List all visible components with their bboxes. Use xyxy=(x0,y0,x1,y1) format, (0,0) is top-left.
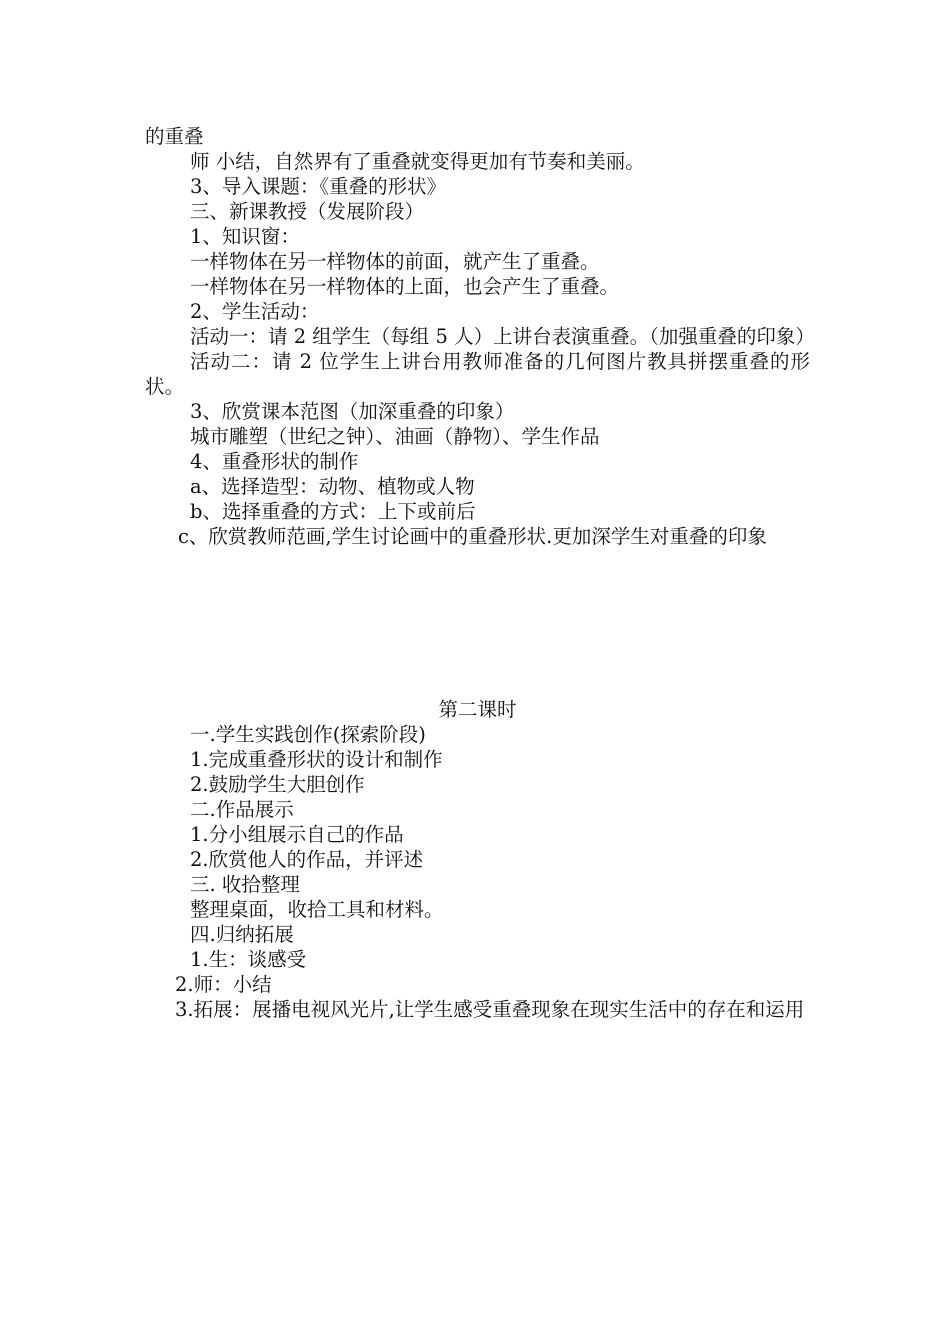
lesson-two-section xyxy=(145,697,810,1022)
text-paragraph: 活动二：请 2 位学生上讲台用教师准备的几何图片教具拼摆重叠的形状。 xyxy=(145,350,810,398)
text-line: 一样物体在另一样物体的前面，就产生了重叠。 xyxy=(190,250,600,273)
text-line: 四.归纳拓展 xyxy=(190,923,294,946)
text-line: 一样物体在另一样物体的上面，也会产生了重叠。 xyxy=(190,275,620,298)
lesson-one-section xyxy=(145,124,815,549)
text-line: 1.分小组展示自己的作品 xyxy=(190,823,404,846)
text-line: 一.学生实践创作(探索阶段) xyxy=(190,723,426,746)
text-paragraph: 活动一：请 2 组学生（每组 5 人）上讲台表演重叠。（加强重叠的印象） xyxy=(190,325,815,348)
text-line: 3、欣赏课本范图（加深重叠的印象） xyxy=(190,400,515,423)
text-line: 1、知识窗： xyxy=(190,225,300,248)
text-line: 2.鼓励学生大胆创作 xyxy=(190,773,365,796)
text-line: 2.欣赏他人的作品，并评述 xyxy=(190,848,424,871)
text-line: 2.师：小结 xyxy=(175,973,272,996)
text-line: 2、学生活动： xyxy=(190,300,320,323)
text-line: b、选择重叠的方式：上下或前后 xyxy=(190,500,476,523)
text-line: 3、导入课题：《重叠的形状》 xyxy=(190,175,447,198)
text-line: 的重叠 xyxy=(145,125,204,148)
text-line: 1.完成重叠形状的设计和制作 xyxy=(190,748,443,771)
text-line: 师 小结，自然界有了重叠就变得更加有节奏和美丽。 xyxy=(190,150,645,173)
text-paragraph: c、欣赏教师范画,学生讨论画中的重叠形状.更加深学生对重叠的印象 xyxy=(178,525,767,548)
text-line: 整理桌面，收拾工具和材料。 xyxy=(190,898,444,921)
text-line: 三. 收拾整理 xyxy=(190,873,300,896)
text-paragraph: 3.拓展：展播电视风光片,让学生感受重叠现象在现实生活中的存在和运用 xyxy=(175,998,805,1021)
text-line: 4、重叠形状的制作 xyxy=(190,450,359,473)
section-heading: 第二课时 xyxy=(438,698,517,721)
text-line: 二.作品展示 xyxy=(190,798,294,821)
text-line: 1.生：谈感受 xyxy=(190,948,307,971)
text-line: 城市雕塑（世纪之钟）、油画（静物）、学生作品 xyxy=(190,425,600,448)
text-line: 三、新课教授（发展阶段） xyxy=(190,200,425,223)
text-line: a、选择造型：动物、植物或人物 xyxy=(190,475,475,498)
